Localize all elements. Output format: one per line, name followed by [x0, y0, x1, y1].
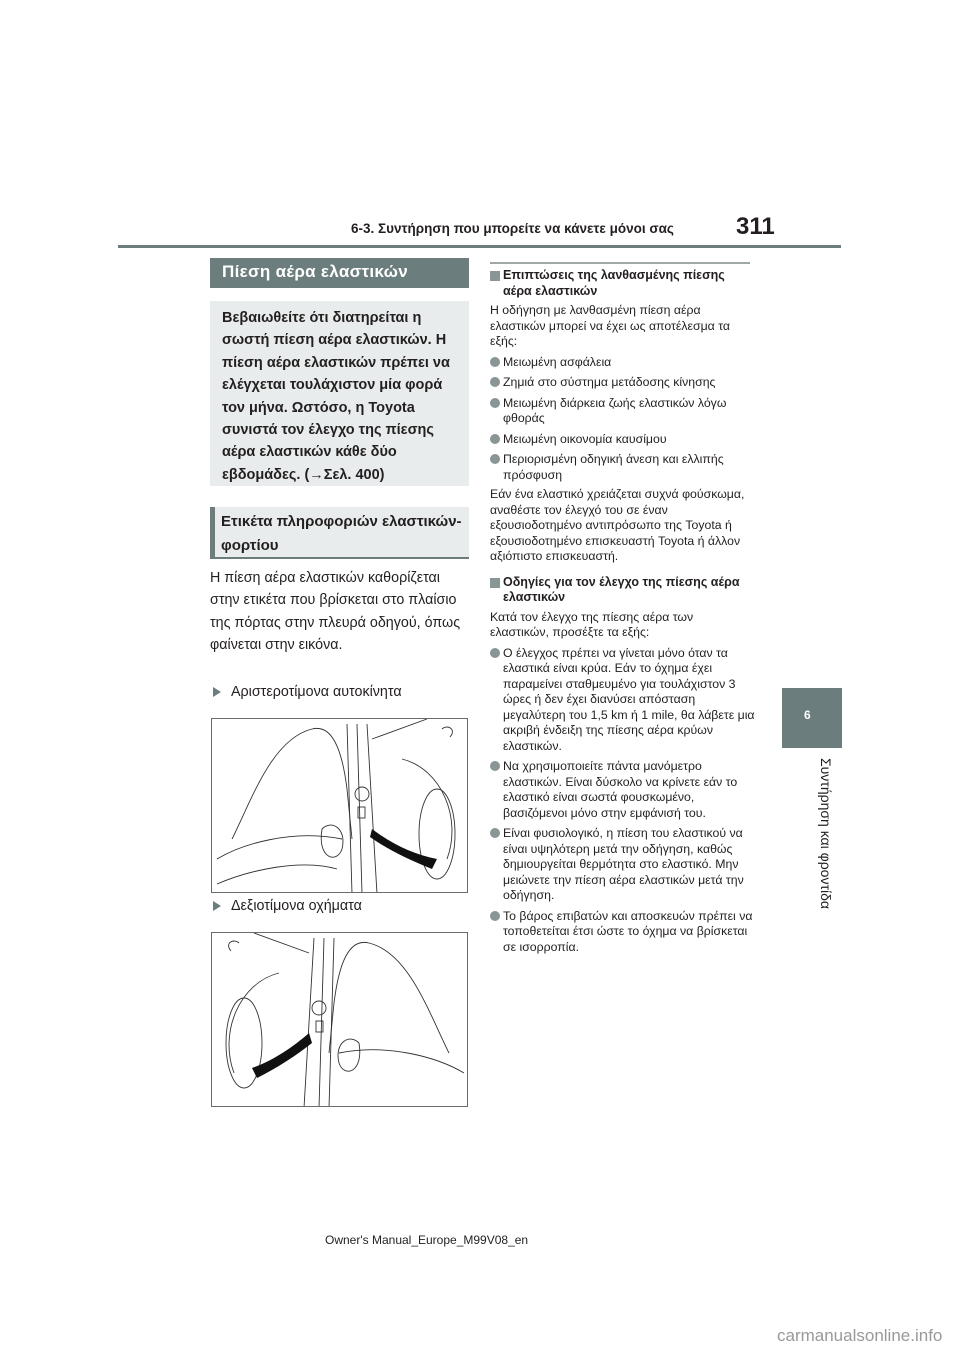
circle-bullet-icon — [490, 357, 500, 367]
intro-box — [210, 301, 469, 486]
lhd-label-text: Αριστεροτίμονα αυτοκίνητα — [231, 684, 402, 700]
list-item — [490, 375, 755, 391]
circle-bullet-icon — [490, 434, 500, 444]
list-item — [490, 759, 755, 821]
watermark-link[interactable]: carmanualsonline.info — [777, 1326, 943, 1345]
body-text: Η πίεση αέρα ελαστικών καθορίζεται στην ετικέτα που βρίσκεται στο πλαίσιο της πόρτας στην πλευρά οδηγού, όπως φαίνεται στην εικόνα. — [210, 570, 461, 654]
footer-doc-id: Owner's Manual_Europe_M99V08_en — [325, 1233, 529, 1247]
circle-bullet-icon — [490, 454, 500, 464]
intro-text: Βεβαιωθείτε ότι διατηρείται η σωστή πίεση αέρα ελαστικών. Η πίεση αέρα ελαστικών πρέπει να ελέγχεται τουλάχιστον μία φορά τον μήνα. Ωστόσο, η Toyota συνιστά τον έλεγχο της πίεσης αέρα ελαστικών κάθε δύο εβδομάδες. (→Σελ. 400) — [222, 310, 450, 483]
circle-bullet-icon — [490, 911, 500, 921]
rhd-label-text: Δεξιοτίμονα οχήματα — [231, 898, 362, 914]
section-title-tire-label — [210, 507, 469, 559]
subheading-incorrect-pressure — [490, 268, 755, 299]
paragraph: Εάν ένα ελαστικό χρειάζεται συχνά φούσκωμα, αναθέστε τον έλεγχό του σε έναν εξουσιοδοτημένο αντιπρόσωπο της Toyota ή εξουσιοδοτημένο επισκευαστή Toyota ή άλλον αξιόπιστο επισκευαστή. — [490, 487, 745, 563]
section-title-text: Ετικέτα πληροφοριών ελαστικών-φορτίου — [221, 513, 462, 554]
list-item-text: Ο έλεγχος πρέπει να γίνεται μόνο όταν τα ελαστικά είναι κρύα. Εάν το όχημα έχει παραμείνει σταθμευμένο για τουλάχιστον 3 ώρες ή δεν έχει διανύσει απόσταση μεγαλύτερη του 1,5 km ή 1 mile, θα λάβετε μια ακριβή ένδειξη της πίεσης αέρα κρύων ελαστικών. — [503, 645, 755, 753]
figure-rhd-door-pillar — [211, 932, 468, 1107]
square-bullet-icon — [490, 271, 500, 281]
chapter-tab[interactable] — [782, 688, 842, 748]
rhd-label — [213, 898, 362, 914]
list-item — [490, 646, 755, 755]
circle-bullet-icon — [490, 828, 500, 838]
list-item — [490, 355, 755, 371]
subheading-checking-guidelines — [490, 575, 755, 606]
square-bullet-icon — [490, 578, 500, 588]
lhd-label — [213, 684, 402, 700]
header-section-title: 6-3. Συντήρηση που μπορείτε να κάνετε μόνοι σας — [351, 221, 674, 236]
circle-bullet-icon — [490, 377, 500, 387]
door-pillar-illustration-rhd — [212, 933, 468, 1107]
chapter-number: 6 — [804, 708, 811, 722]
list-item — [490, 826, 755, 904]
right-column — [490, 268, 755, 955]
section-title-tire-pressure — [210, 258, 469, 288]
circle-bullet-icon — [490, 648, 500, 658]
list-item — [490, 396, 755, 427]
figure-lhd-door-pillar — [211, 718, 468, 893]
list-item-text: Να χρησιμοποιείτε πάντα μανόμετρο ελαστικών. Είναι δύσκολο να κρίνετε εάν το ελαστικό είναι σωστά φουσκωμένο, βασιζόμενοι μόνο στην εμφάνισή του. — [503, 759, 738, 820]
header-rule — [118, 245, 841, 248]
list-item-text: Περιορισμένη οδηγική άνεση και ελλιπής πρόσφυση — [503, 452, 724, 482]
chapter-label: Συντήρηση και φροντίδα — [818, 758, 834, 909]
list-item — [490, 909, 755, 956]
door-pillar-illustration-lhd — [212, 719, 468, 893]
list-item-text: Το βάρος επιβατών και αποσκευών πρέπει να τοποθετείται έτσι ώστε το όχημα να βρίσκεται σε ισορροπία. — [503, 908, 753, 954]
paragraph: Κατά τον έλεγχο της πίεσης αέρα των ελαστικών, προσέξτε τα εξής: — [490, 609, 694, 639]
right-column-rule — [490, 262, 750, 264]
section-title-text: Πίεση αέρα ελαστικών — [222, 262, 409, 281]
subheading-text: Επιπτώσεις της λανθασμένης πίεσης αέρα ελαστικών — [503, 268, 725, 298]
circle-bullet-icon — [490, 398, 500, 408]
circle-bullet-icon — [490, 761, 500, 771]
list-item-text: Είναι φυσιολογικό, η πίεση του ελαστικού να είναι υψηλότερη μετά την οδήγηση, καθώς δημιουργείται θερμότητα στο ελαστικό. Μην μειώνετε την πίεση αέρα ελαστικών μετά την οδήγηση. — [503, 826, 744, 902]
list-item-text: Μειωμένη οικονομία καυσίμου — [503, 431, 667, 446]
triangle-icon — [213, 901, 221, 911]
paragraph: Η οδήγηση με λανθασμένη πίεση αέρα ελαστικών μπορεί να έχει ως αποτέλεσμα τα εξής: — [490, 303, 730, 348]
list-item-text: Μειωμένη διάρκεια ζωής ελαστικών λόγω φθοράς — [503, 395, 727, 425]
triangle-icon — [213, 687, 221, 697]
list-item — [490, 452, 755, 483]
list-item-text: Ζημιά στο σύστημα μετάδοσης κίνησης — [503, 375, 716, 389]
page-number: 311 — [736, 213, 775, 240]
list-item-text: Μειωμένη ασφάλεια — [503, 354, 612, 369]
subheading-text: Οδηγίες για τον έλεγχο της πίεσης αέρα ελαστικών — [503, 574, 740, 604]
list-item — [490, 432, 755, 448]
